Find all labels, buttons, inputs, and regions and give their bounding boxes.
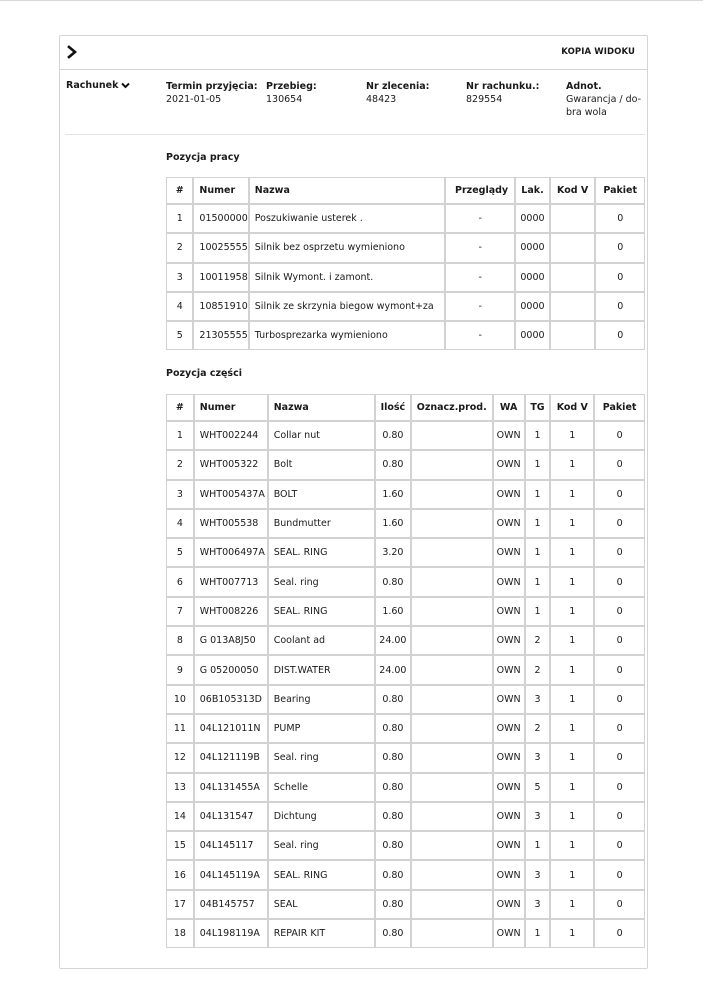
parts-cell-oznacz bbox=[412, 920, 494, 947]
parts-cell-numer: 04L131455A bbox=[195, 774, 269, 803]
work-row bbox=[167, 293, 644, 322]
parts-cell-wa: OWN bbox=[494, 627, 526, 656]
parts-cell-nazwa: Schelle bbox=[269, 774, 376, 803]
adnot-value-line2: bra wola bbox=[566, 107, 607, 118]
work-row bbox=[167, 264, 644, 293]
parts-cell-kodv: 1 bbox=[551, 891, 595, 920]
parts-cell-kodv: 1 bbox=[551, 568, 595, 597]
adnot-label: Adnot. bbox=[566, 81, 602, 92]
parts-row bbox=[167, 539, 644, 568]
parts-cell-pakiet: 0 bbox=[595, 774, 644, 803]
parts-cell-pakiet: 0 bbox=[595, 598, 644, 627]
parts-cell-nazwa: Seal. ring bbox=[269, 832, 376, 861]
parts-cell-wa: OWN bbox=[494, 744, 526, 773]
parts-cell-numer: WHT006497A bbox=[195, 539, 269, 568]
work-cell-pakiet: 0 bbox=[596, 234, 644, 263]
parts-row bbox=[167, 686, 644, 715]
parts-cell-pakiet: 0 bbox=[595, 832, 644, 861]
parts-cell-ilosc: 0.80 bbox=[376, 861, 412, 890]
parts-row bbox=[167, 715, 644, 744]
zlecenie-label: Nr zlecenia: bbox=[366, 81, 430, 92]
work-cell-przeglady: - bbox=[446, 264, 516, 293]
work-col-pakiet: Pakiet bbox=[596, 178, 644, 205]
parts-cell-index: 2 bbox=[167, 451, 195, 480]
parts-col-kodv: Kod V bbox=[551, 395, 595, 422]
parts-cell-ilosc: 24.00 bbox=[376, 627, 412, 656]
parts-cell-tg: 3 bbox=[526, 803, 552, 832]
parts-cell-pakiet: 0 bbox=[595, 686, 644, 715]
work-cell-nazwa: Silnik ze skrzynia biegow wymont+za bbox=[250, 293, 447, 322]
parts-cell-nazwa: Seal. ring bbox=[269, 568, 376, 597]
chevron-right-icon[interactable] bbox=[66, 45, 79, 59]
parts-cell-numer: 04L131547 bbox=[195, 803, 269, 832]
parts-cell-oznacz bbox=[412, 861, 494, 890]
parts-cell-tg: 1 bbox=[526, 510, 552, 539]
parts-cell-ilosc: 0.80 bbox=[376, 568, 412, 597]
work-cell-kodv bbox=[551, 264, 597, 293]
parts-cell-oznacz bbox=[412, 539, 494, 568]
parts-row bbox=[167, 891, 644, 920]
parts-cell-numer: 06B105313D bbox=[195, 686, 269, 715]
parts-cell-oznacz bbox=[412, 598, 494, 627]
work-cell-kodv bbox=[551, 322, 597, 349]
card-header bbox=[60, 36, 647, 70]
work-row bbox=[167, 322, 644, 349]
parts-row bbox=[167, 627, 644, 656]
parts-row bbox=[167, 803, 644, 832]
adnot-value-line1: Gwarancja / do- bbox=[566, 94, 642, 105]
work-cell-lak: 0000 bbox=[516, 322, 551, 349]
work-cell-index: 2 bbox=[167, 234, 194, 263]
work-cell-numer: 01500000 bbox=[194, 205, 249, 234]
work-col-nazwa: Nazwa bbox=[250, 178, 447, 205]
copy-view-button[interactable]: KOPIA WIDOKU bbox=[561, 47, 635, 57]
work-cell-nazwa: Poszukiwanie usterek . bbox=[250, 205, 447, 234]
parts-cell-ilosc: 0.80 bbox=[376, 744, 412, 773]
parts-cell-tg: 3 bbox=[526, 861, 552, 890]
parts-cell-ilosc: 0.80 bbox=[376, 451, 412, 480]
work-col-numer: Numer bbox=[194, 178, 249, 205]
parts-cell-tg: 2 bbox=[526, 627, 552, 656]
work-cell-nazwa: Silnik Wymont. i zamont. bbox=[250, 264, 447, 293]
parts-cell-pakiet: 0 bbox=[595, 891, 644, 920]
parts-cell-wa: OWN bbox=[494, 686, 526, 715]
chevron-down-icon bbox=[121, 82, 130, 89]
parts-cell-wa: OWN bbox=[494, 422, 526, 451]
work-cell-numer: 10011958 bbox=[194, 264, 249, 293]
work-cell-kodv bbox=[551, 205, 597, 234]
parts-cell-wa: OWN bbox=[494, 920, 526, 947]
parts-cell-numer: G 05200050 bbox=[195, 656, 269, 685]
work-cell-index: 4 bbox=[167, 293, 194, 322]
parts-cell-oznacz bbox=[412, 451, 494, 480]
parts-col-pakiet: Pakiet bbox=[595, 395, 644, 422]
parts-cell-tg: 1 bbox=[526, 568, 552, 597]
parts-cell-nazwa: Bearing bbox=[269, 686, 376, 715]
parts-cell-index: 6 bbox=[167, 568, 195, 597]
parts-cell-oznacz bbox=[412, 510, 494, 539]
parts-cell-numer: 04B145757 bbox=[195, 891, 269, 920]
parts-cell-pakiet: 0 bbox=[595, 656, 644, 685]
parts-cell-index: 7 bbox=[167, 598, 195, 627]
parts-header-row bbox=[167, 395, 644, 422]
parts-row bbox=[167, 656, 644, 685]
meta-zlecenie bbox=[366, 80, 429, 106]
przebieg-label: Przebieg: bbox=[266, 81, 317, 92]
parts-table bbox=[166, 394, 645, 948]
meta-termin bbox=[166, 80, 258, 106]
parts-cell-kodv: 1 bbox=[551, 803, 595, 832]
parts-cell-index: 14 bbox=[167, 803, 195, 832]
parts-cell-wa: OWN bbox=[494, 539, 526, 568]
meta-przebieg bbox=[266, 80, 317, 106]
parts-cell-tg: 5 bbox=[526, 774, 552, 803]
work-table bbox=[166, 177, 645, 350]
parts-cell-oznacz bbox=[412, 656, 494, 685]
parts-cell-numer: WHT007713 bbox=[195, 568, 269, 597]
parts-cell-ilosc: 0.80 bbox=[376, 686, 412, 715]
parts-cell-pakiet: 0 bbox=[595, 539, 644, 568]
parts-cell-pakiet: 0 bbox=[595, 627, 644, 656]
parts-cell-wa: OWN bbox=[494, 891, 526, 920]
parts-row bbox=[167, 598, 644, 627]
parts-cell-nazwa: PUMP bbox=[269, 715, 376, 744]
parts-cell-numer: WHT005322 bbox=[195, 451, 269, 480]
invoice-card bbox=[59, 35, 648, 969]
parts-cell-numer: 04L145119A bbox=[195, 861, 269, 890]
parts-col-nazwa: Nazwa bbox=[269, 395, 376, 422]
parts-cell-wa: OWN bbox=[494, 803, 526, 832]
parts-cell-tg: 3 bbox=[526, 744, 552, 773]
meta-adnot bbox=[566, 80, 641, 119]
work-cell-numer: 10851910 bbox=[194, 293, 249, 322]
work-cell-kodv bbox=[551, 234, 597, 263]
parts-cell-wa: OWN bbox=[494, 774, 526, 803]
parts-cell-numer: 04L121011N bbox=[195, 715, 269, 744]
parts-cell-numer: G 013A8J50 bbox=[195, 627, 269, 656]
parts-cell-tg: 1 bbox=[526, 598, 552, 627]
parts-row bbox=[167, 832, 644, 861]
work-row bbox=[167, 205, 644, 234]
parts-cell-oznacz bbox=[412, 686, 494, 715]
termin-value: 2021-01-05 bbox=[166, 94, 222, 105]
parts-cell-kodv: 1 bbox=[551, 686, 595, 715]
work-cell-przeglady: - bbox=[446, 234, 516, 263]
work-cell-lak: 0000 bbox=[516, 234, 551, 263]
parts-cell-tg: 1 bbox=[526, 481, 552, 510]
termin-label: Termin przyjęcia: bbox=[166, 81, 258, 92]
parts-cell-pakiet: 0 bbox=[595, 715, 644, 744]
parts-cell-oznacz bbox=[412, 422, 494, 451]
parts-cell-kodv: 1 bbox=[551, 539, 595, 568]
parts-cell-pakiet: 0 bbox=[616, 928, 623, 940]
parts-cell-ilosc: 1.60 bbox=[376, 598, 412, 627]
work-cell-index: 5 bbox=[167, 322, 194, 349]
rachunek-label: Rachunek bbox=[66, 80, 119, 91]
parts-cell-index: 18 bbox=[167, 920, 195, 947]
parts-cell-index: 12 bbox=[167, 744, 195, 773]
parts-cell-index: 8 bbox=[167, 627, 195, 656]
parts-cell-oznacz bbox=[412, 832, 494, 861]
parts-cell-nazwa: SEAL. RING bbox=[269, 598, 376, 627]
work-cell-nazwa: Silnik bez osprzetu wymieniono bbox=[250, 234, 447, 263]
parts-row bbox=[167, 774, 644, 803]
work-cell-index: 1 bbox=[167, 205, 194, 234]
parts-cell-kodv: 1 bbox=[551, 920, 595, 947]
parts-cell-nazwa: Dichtung bbox=[269, 803, 376, 832]
parts-section-title: Pozycja części bbox=[166, 368, 242, 379]
parts-cell-kodv: 1 bbox=[551, 598, 595, 627]
parts-cell-numer: 04L198119A bbox=[195, 920, 269, 947]
parts-cell-wa: OWN bbox=[494, 656, 526, 685]
parts-cell-index: 1 bbox=[167, 422, 195, 451]
parts-cell-tg: 3 bbox=[526, 686, 552, 715]
parts-cell-nazwa: BOLT bbox=[269, 481, 376, 510]
parts-cell-index: 4 bbox=[167, 510, 195, 539]
parts-col-tg: TG bbox=[526, 395, 552, 422]
parts-cell-nazwa: DIST.WATER bbox=[269, 656, 376, 685]
zlecenie-value: 48423 bbox=[366, 94, 397, 105]
parts-cell-nazwa: Bundmutter bbox=[269, 510, 376, 539]
parts-col-index: # bbox=[167, 395, 195, 422]
parts-cell-ilosc: 0.80 bbox=[376, 891, 412, 920]
parts-cell-ilosc: 0.80 bbox=[376, 832, 412, 861]
parts-cell-tg: 2 bbox=[526, 715, 552, 744]
parts-cell-wa: OWN bbox=[494, 451, 526, 480]
parts-cell-index: 10 bbox=[167, 686, 195, 715]
work-cell-index: 3 bbox=[167, 264, 194, 293]
work-cell-numer: 10025555 bbox=[194, 234, 249, 263]
parts-row bbox=[167, 568, 644, 597]
parts-cell-numer: WHT005437A bbox=[195, 481, 269, 510]
parts-col-ilosc: Ilość bbox=[376, 395, 412, 422]
work-cell-kodv bbox=[551, 293, 597, 322]
parts-cell-numer: WHT008226 bbox=[195, 598, 269, 627]
parts-cell-tg: 1 bbox=[526, 832, 552, 861]
parts-cell-ilosc: 1.60 bbox=[376, 510, 412, 539]
work-cell-pakiet: 0 bbox=[596, 205, 644, 234]
top-divider bbox=[0, 0, 703, 1]
parts-cell-kodv: 1 bbox=[551, 510, 595, 539]
work-section-title: Pozycja pracy bbox=[166, 152, 240, 163]
work-cell-lak: 0000 bbox=[516, 264, 551, 293]
parts-cell-wa: OWN bbox=[494, 481, 526, 510]
work-col-lak: Lak. bbox=[516, 178, 551, 205]
parts-cell-tg: 3 bbox=[526, 891, 552, 920]
parts-cell-index: 15 bbox=[167, 832, 195, 861]
parts-cell-ilosc: 24.00 bbox=[376, 656, 412, 685]
parts-cell-ilosc: 0.80 bbox=[376, 715, 412, 744]
parts-cell-ilosc: 0.80 bbox=[376, 920, 412, 947]
parts-cell-wa: OWN bbox=[494, 510, 526, 539]
parts-cell-index: 16 bbox=[167, 861, 195, 890]
parts-cell-index: 5 bbox=[167, 539, 195, 568]
parts-col-oznacz: Oznacz.prod. bbox=[412, 395, 494, 422]
parts-cell-kodv: 1 bbox=[551, 451, 595, 480]
parts-row bbox=[167, 422, 644, 451]
work-cell-przeglady: - bbox=[446, 293, 516, 322]
work-cell-nazwa: Turbosprezarka wymieniono bbox=[250, 322, 447, 349]
parts-cell-pakiet: 0 bbox=[595, 451, 644, 480]
work-cell-pakiet: 0 bbox=[617, 330, 624, 342]
work-col-kodv: Kod V bbox=[551, 178, 597, 205]
parts-cell-oznacz bbox=[412, 774, 494, 803]
parts-cell-kodv: 1 bbox=[551, 481, 595, 510]
parts-col-wa: WA bbox=[494, 395, 526, 422]
parts-cell-pakiet: 0 bbox=[595, 861, 644, 890]
parts-cell-kodv: 1 bbox=[551, 832, 595, 861]
parts-cell-wa: OWN bbox=[494, 598, 526, 627]
work-col-przeglady: Przeglądy bbox=[446, 178, 516, 205]
parts-cell-kodv: 1 bbox=[551, 422, 595, 451]
parts-cell-ilosc: 0.80 bbox=[376, 774, 412, 803]
meta-rachunek-nr bbox=[466, 80, 539, 106]
parts-cell-pakiet: 0 bbox=[595, 803, 644, 832]
parts-cell-index: 17 bbox=[167, 891, 195, 920]
parts-cell-oznacz bbox=[412, 627, 494, 656]
parts-cell-ilosc: 0.80 bbox=[376, 803, 412, 832]
przebieg-value: 130654 bbox=[266, 94, 303, 105]
work-col-index: # bbox=[167, 178, 194, 205]
work-cell-lak: 0000 bbox=[516, 205, 551, 234]
work-cell-przeglady: - bbox=[446, 205, 516, 234]
parts-cell-nazwa: SEAL bbox=[269, 891, 376, 920]
parts-cell-numer: WHT005538 bbox=[195, 510, 269, 539]
work-cell-pakiet: 0 bbox=[596, 264, 644, 293]
parts-cell-kodv: 1 bbox=[551, 774, 595, 803]
parts-cell-kodv: 1 bbox=[551, 861, 595, 890]
parts-cell-nazwa: Collar nut bbox=[269, 422, 376, 451]
parts-cell-kodv: 1 bbox=[551, 715, 595, 744]
parts-cell-kodv: 1 bbox=[551, 656, 595, 685]
parts-cell-tg: 1 bbox=[526, 539, 552, 568]
parts-cell-nazwa: REPAIR KIT bbox=[269, 920, 376, 947]
parts-cell-index: 11 bbox=[167, 715, 195, 744]
parts-row bbox=[167, 861, 644, 890]
parts-cell-wa: OWN bbox=[494, 861, 526, 890]
parts-cell-numer: 04L145117 bbox=[195, 832, 269, 861]
parts-cell-oznacz bbox=[412, 891, 494, 920]
rachunek-dropdown[interactable] bbox=[66, 80, 130, 91]
parts-cell-kodv: 1 bbox=[551, 744, 595, 773]
parts-cell-nazwa: SEAL. RING bbox=[269, 539, 376, 568]
parts-cell-numer: WHT002244 bbox=[195, 422, 269, 451]
parts-cell-ilosc: 1.60 bbox=[376, 481, 412, 510]
parts-cell-nazwa: Coolant ad bbox=[269, 627, 376, 656]
parts-cell-wa: OWN bbox=[494, 568, 526, 597]
parts-cell-tg: 1 bbox=[526, 422, 552, 451]
work-cell-przeglady: - bbox=[446, 322, 516, 349]
parts-cell-pakiet: 0 bbox=[595, 510, 644, 539]
parts-cell-pakiet: 0 bbox=[595, 481, 644, 510]
parts-cell-oznacz bbox=[412, 803, 494, 832]
meta-divider bbox=[65, 134, 645, 135]
parts-cell-ilosc: 3.20 bbox=[376, 539, 412, 568]
parts-cell-nazwa: Seal. ring bbox=[269, 744, 376, 773]
parts-col-numer: Numer bbox=[195, 395, 269, 422]
parts-cell-oznacz bbox=[412, 568, 494, 597]
parts-cell-pakiet: 0 bbox=[595, 568, 644, 597]
parts-cell-index: 13 bbox=[167, 774, 195, 803]
parts-cell-tg: 1 bbox=[526, 451, 552, 480]
rachunek-nr-label: Nr rachunku.: bbox=[466, 81, 540, 92]
work-row bbox=[167, 234, 644, 263]
parts-cell-ilosc: 0.80 bbox=[376, 422, 412, 451]
parts-cell-index: 9 bbox=[167, 656, 195, 685]
parts-row bbox=[167, 510, 644, 539]
parts-row bbox=[167, 920, 644, 947]
parts-cell-tg: 1 bbox=[526, 920, 552, 947]
parts-cell-numer: 04L121119B bbox=[195, 744, 269, 773]
work-cell-pakiet: 0 bbox=[596, 293, 644, 322]
parts-row bbox=[167, 744, 644, 773]
parts-cell-wa: OWN bbox=[494, 715, 526, 744]
parts-row bbox=[167, 451, 644, 480]
parts-row bbox=[167, 481, 644, 510]
parts-cell-kodv: 1 bbox=[551, 627, 595, 656]
parts-cell-nazwa: SEAL. RING bbox=[269, 861, 376, 890]
rachunek-nr-value: 829554 bbox=[466, 94, 503, 105]
parts-cell-index: 3 bbox=[167, 481, 195, 510]
parts-cell-nazwa: Bolt bbox=[269, 451, 376, 480]
parts-cell-tg: 2 bbox=[526, 656, 552, 685]
parts-cell-wa: OWN bbox=[494, 832, 526, 861]
work-cell-numer: 21305555 bbox=[194, 322, 249, 349]
work-header-row bbox=[167, 178, 644, 205]
work-cell-lak: 0000 bbox=[516, 293, 551, 322]
parts-cell-pakiet: 0 bbox=[595, 422, 644, 451]
parts-cell-oznacz bbox=[412, 715, 494, 744]
parts-cell-pakiet: 0 bbox=[595, 744, 644, 773]
parts-cell-oznacz bbox=[412, 744, 494, 773]
parts-cell-oznacz bbox=[412, 481, 494, 510]
